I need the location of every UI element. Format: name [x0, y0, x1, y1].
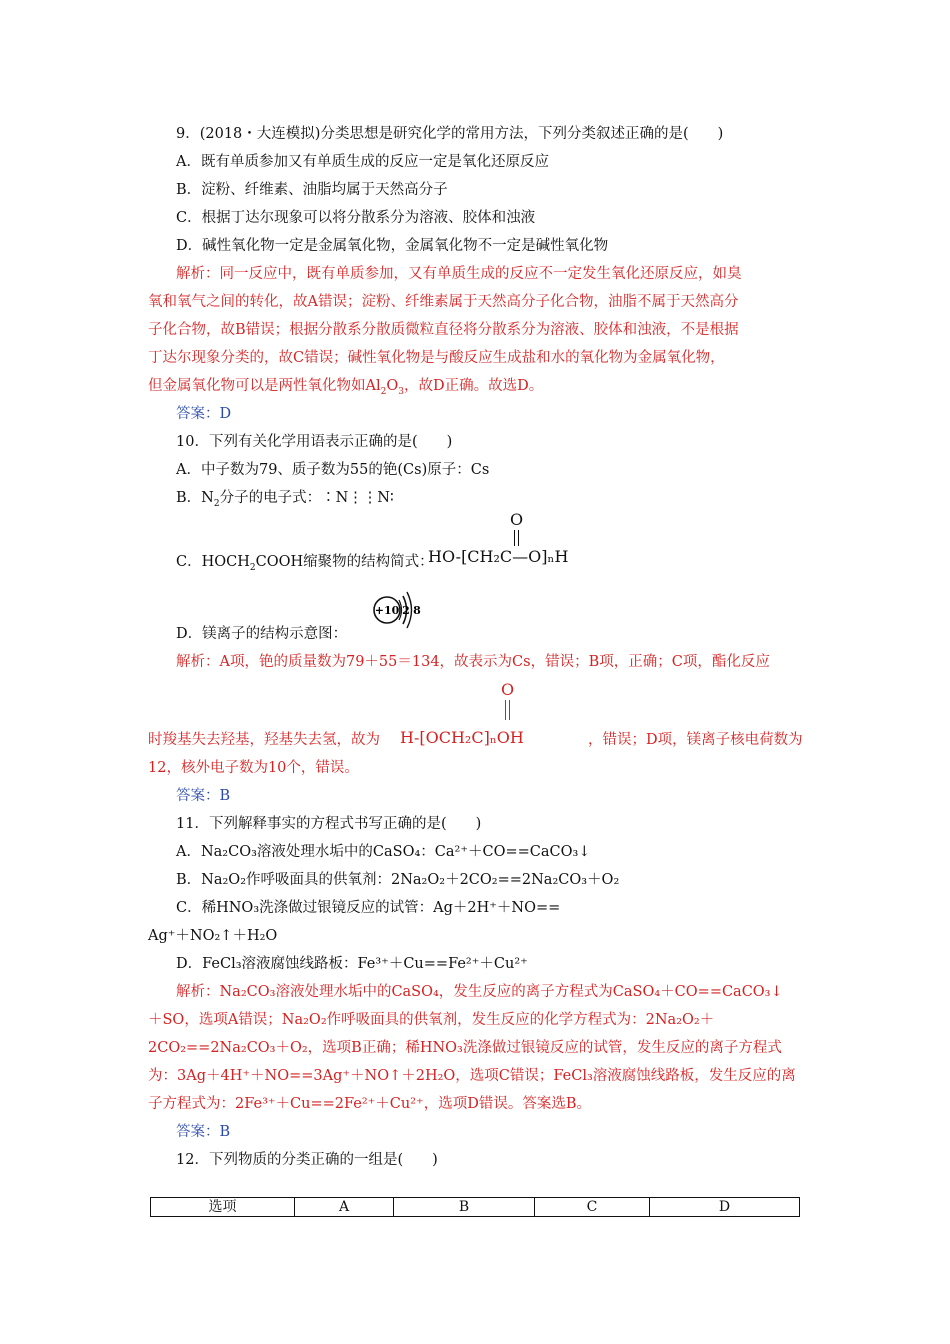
q11-option-b: B．Na₂O₂作呼吸面具的供氧剂：2Na₂O₂＋2CO₂==2Na₂CO₃＋O₂	[176, 872, 620, 888]
q10-c2: 2	[249, 562, 256, 573]
q9-analysis-5a: 但金属氧化物可以是两性氧化物如Al	[148, 378, 381, 394]
q10-analysis-line-2b: ，错误；D项，镁离子核电荷数为	[588, 732, 803, 748]
q9-option-d: D．碱性氧化物一定是金属氧化物，金属氧化物不一定是碱性氧化物	[176, 238, 609, 254]
q11-option-d: D．FeCl₃溶液腐蚀线路板：Fe³⁺＋Cu==Fe²⁺＋Cu²⁺	[176, 956, 528, 972]
q9-analysis-line-1	[176, 264, 742, 284]
q10-b2: 2	[213, 498, 220, 509]
q10-c3: COOH缩聚物的结构简式：	[255, 554, 434, 570]
q10-c-formula-main: HO-[CH₂C—O]ₙH	[428, 547, 569, 566]
table-header-cell: C	[535, 1198, 650, 1217]
q10-c-formula	[428, 510, 598, 570]
q10-option-a: A．中子数为79、质子数为55的铯(Cs)原子：Cs	[176, 462, 490, 478]
q9-analysis-line-2: 氧和氧气之间的转化，故A错误；淀粉、纤维素属于天然高分子化合物，油脂不属于天然高分	[148, 294, 739, 310]
q11-option-c-line-2: Ag⁺＋NO₂↑＋H₂O	[148, 928, 278, 944]
q9-option-c: C．根据丁达尔现象可以将分散系分为溶液、胶体和浊液	[176, 210, 536, 226]
q10-stem: 10．下列有关化学用语表示正确的是( )	[176, 434, 453, 450]
table-header-cell: D	[650, 1198, 800, 1217]
q10-c-formula-oxygen: O	[510, 510, 524, 529]
q10-c-double-bond-left	[514, 530, 515, 546]
q11-analysis-line-5: 子方程式为：2Fe³⁺＋Cu==2Fe²⁺＋Cu²⁺，选项D错误。答案选B。	[148, 1096, 591, 1112]
q12-stem: 12．下列物质的分类正确的一组是( )	[176, 1152, 438, 1168]
q9-option-b: B．淀粉、纤维素、油脂均属于天然高分子	[176, 182, 448, 198]
q11-analysis-line-2: ＋SO，选项A错误；Na₂O₂作呼吸面具的供氧剂，发生反应的化学方程式为：2Na₂O₂＋	[148, 1012, 715, 1028]
q9-analysis-5b: 2	[380, 386, 387, 397]
q10-c1: C．HOCH	[176, 554, 250, 570]
table-header-cell: B	[394, 1198, 535, 1217]
q11-option-a: A．Na₂CO₃溶液处理水垢中的CaSO₄：Ca²⁺＋CO==CaCO₃↓	[176, 844, 591, 860]
q10-option-d: D．镁离子的结构示意图：	[176, 626, 348, 642]
q9-analysis-line-4: 丁达尔现象分类的，故C错误；碱性氧化物是与酸反应生成盐和水的氧化物为金属氧化物，	[148, 350, 725, 366]
q9-analysis-label: 解析：	[176, 266, 220, 282]
q10-analysis-formula	[400, 680, 580, 746]
q10-b3: 分子的电子式：∶N⋮⋮N∶	[219, 490, 394, 506]
q10-option-c	[176, 552, 434, 572]
q10-analysis-line-3: 12，核外电子数为10个，错误。	[148, 760, 359, 776]
q11-analysis-line-1: 解析：Na₂CO₃溶液处理水垢中的CaSO₄，发生反应的离子方程式为CaSO₄＋CO==CaCO₃↓	[176, 984, 783, 1000]
q10-analysis-line-2a: 时羧基失去羟基，羟基失去氢，故为	[148, 732, 380, 748]
q10-answer: 答案：B	[176, 788, 231, 804]
q11-analysis-line-4: 为：3Ag＋4H⁺＋NO==3Ag⁺＋NO↑＋2H₂O，选项C错误；FeCl₃溶液腐蚀线路板，发生反应的离	[148, 1068, 796, 1084]
q11-stem: 11．下列解释事实的方程式书写正确的是( )	[176, 816, 482, 832]
mg-core-label: +10	[374, 604, 400, 617]
q10-analysis-formula-main: H-[OCH₂C]ₙOH	[400, 728, 524, 747]
table-header-cell: 选项	[151, 1198, 295, 1217]
q12-classification-table	[150, 1197, 800, 1217]
q9-analysis-text-1: 同一反应中，既有单质参加，又有单质生成的反应不一定发生氧化还原反应，如臭	[219, 266, 742, 282]
q10-analysis-double-bond-right	[509, 700, 510, 720]
q9-analysis-5d: 3	[398, 386, 404, 397]
q10-option-b	[176, 488, 394, 508]
q10-analysis-double-bond-left	[505, 700, 506, 720]
q9-analysis-line-3: 子化合物，故B错误；根据分散系分散质微粒直径将分散系分为溶液、胶体和浊液，不是根据	[148, 322, 739, 338]
table-row	[151, 1198, 800, 1217]
q11-analysis-line-3: 2CO₂==2Na₂CO₃＋O₂，选项B正确；稀HNO₃洗涤做过银镜反应的试管，发生反应的离子方程式	[148, 1040, 782, 1056]
q10-b1: B．N	[176, 490, 214, 506]
q9-analysis-5e: ，故D正确。故选D。	[403, 378, 544, 394]
q10-analysis-line-1: 解析：A项，铯的质量数为79＋55＝134，故表示为Cs，错误；B项，正确；C项，酯化反应	[176, 654, 770, 670]
q9-option-a: A．既有单质参加又有单质生成的反应一定是氧化还原反应	[176, 154, 549, 170]
mg-shell-2: 8	[413, 604, 421, 617]
q11-option-c-line-1: C．稀HNO₃洗涤做过银镜反应的试管：Ag＋2H⁺＋NO==	[176, 900, 561, 916]
q10-analysis-formula-oxygen: O	[501, 680, 515, 699]
q9-analysis-line-5	[148, 376, 543, 396]
table-header-cell: A	[295, 1198, 394, 1217]
q11-answer: 答案：B	[176, 1124, 231, 1140]
q9-stem: 9．(2018・大连模拟)分类思想是研究化学的常用方法，下列分类叙述正确的是( )	[176, 126, 724, 142]
mg-shell-1: 2	[402, 604, 410, 617]
q9-analysis-5c: O	[386, 378, 399, 394]
q10-c-double-bond-right	[518, 530, 519, 546]
q9-answer: 答案：D	[176, 406, 232, 422]
mg-ion-diagram	[366, 578, 426, 638]
